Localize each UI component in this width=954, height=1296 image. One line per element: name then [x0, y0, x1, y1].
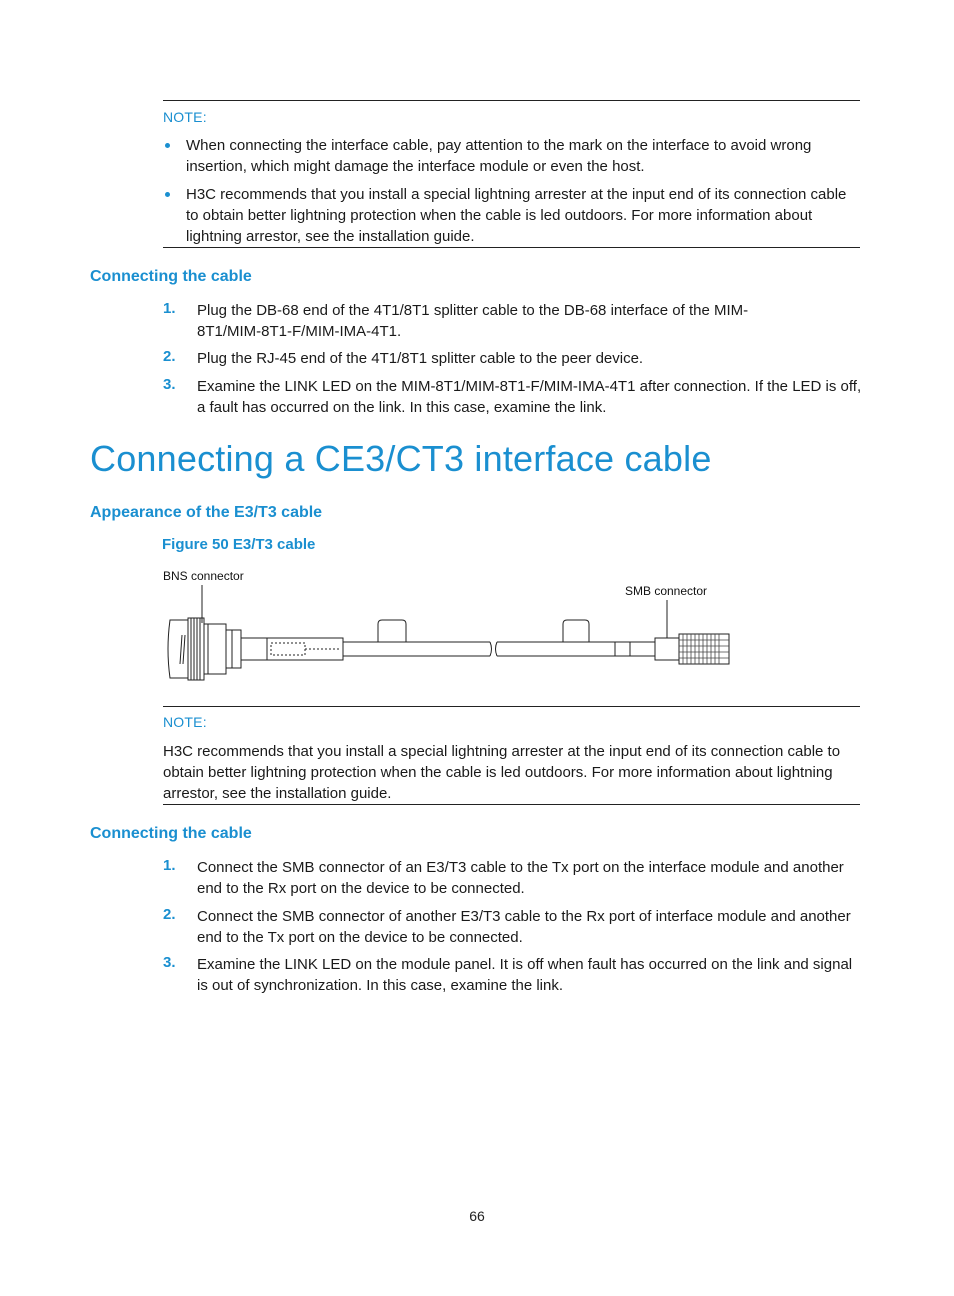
figure-caption: Figure 50 E3/T3 cable — [162, 536, 316, 553]
step-number: 2. — [163, 348, 176, 365]
smb-connector-label: SMB connector — [625, 584, 708, 598]
e3-t3-cable-illustration — [160, 580, 740, 690]
note-label: NOTE: — [163, 109, 207, 125]
section-heading: Connecting the cable — [90, 268, 252, 285]
step-number: 3. — [163, 376, 176, 393]
note-label: NOTE: — [163, 714, 207, 730]
chapter-title: Connecting a CE3/CT3 interface cable — [90, 438, 712, 479]
note-text: H3C recommends that you install a special lightning arrester at the input end of its connection cable to obtain better lightning protection when the cable is led outdoors. For more information about lightning arrestor, see the installation guide. — [163, 743, 841, 802]
step-number: 2. — [163, 906, 176, 923]
step-text: Examine the LINK LED on the module panel. It is off when fault has occurred on the link and signal is out of synchronization. In this case, examine the link. — [197, 956, 853, 994]
step-number: 1. — [163, 857, 176, 874]
note-bullet: H3C recommends that you install a special lightning arrester at the input end of its connection cable to obtain better lightning protection when the cable is led outdoors. For more information about lightning arrestor, see the installation guide. — [186, 186, 847, 245]
bns-connector-label: BNS connector — [163, 569, 244, 583]
step-number: 3. — [163, 954, 176, 971]
step-text: Connect the SMB connector of an E3/T3 cable to the Tx port on the interface module and another end to the Rx port on the device to be connected. — [197, 859, 844, 897]
step-text: Plug the DB-68 end of the 4T1/8T1 splitter cable to the DB-68 interface of the MIM-8T1/MIM-8T1-F/MIM-IMA-4T1. — [197, 302, 749, 340]
note-top-rule — [163, 100, 860, 101]
bullet-icon — [165, 192, 170, 197]
step-text: Plug the RJ-45 end of the 4T1/8T1 splitter cable to the peer device. — [197, 350, 644, 367]
note-top-rule — [163, 706, 860, 707]
section-heading: Appearance of the E3/T3 cable — [90, 504, 323, 521]
note-bullet: When connecting the interface cable, pay attention to the mark on the interface to avoid wrong insertion, which might damage the interface module or even the host. — [186, 137, 812, 175]
note-bottom-rule — [163, 247, 860, 248]
step-number: 1. — [163, 300, 176, 317]
bullet-icon — [165, 143, 170, 148]
step-text: Examine the LINK LED on the MIM-8T1/MIM-8T1-F/MIM-IMA-4T1 after connection. If the LED is off, a fault has occurred on the link. In this case, examine the link. — [197, 378, 862, 416]
step-text: Connect the SMB connector of another E3/T3 cable to the Rx port of interface module and another end to the Tx port on the device to be connected. — [197, 908, 851, 946]
page-number: 66 — [469, 1208, 485, 1224]
section-heading: Connecting the cable — [90, 825, 252, 842]
note-bottom-rule — [163, 804, 860, 805]
